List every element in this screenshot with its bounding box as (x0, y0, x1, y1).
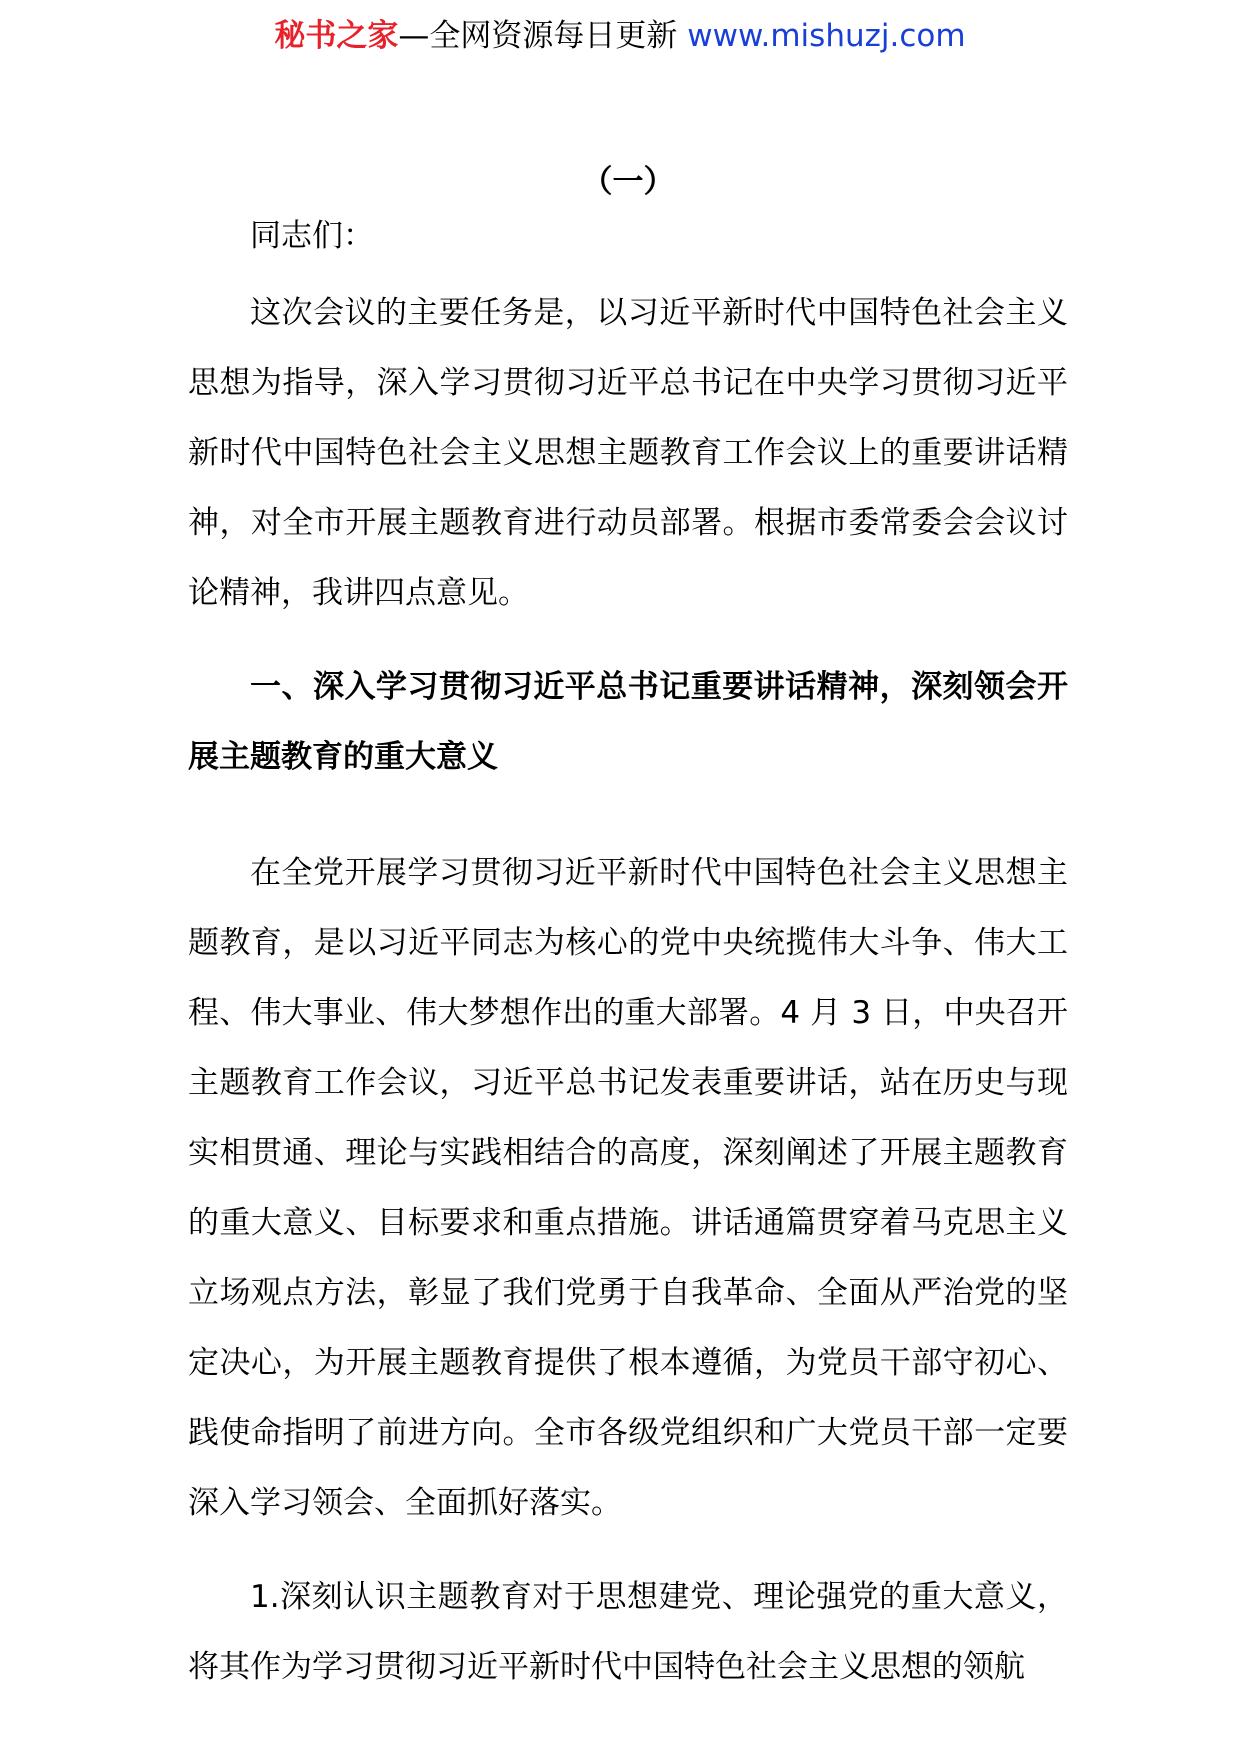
paragraph-point-1: 1.深刻认识主题教育对于思想建党、理论强党的重大意义，将其作为学习贯彻习近平新时代中国特色社会主义思想的领航 (188, 1579, 1068, 1685)
section-mark: （一） (581, 164, 675, 200)
site-url-link[interactable]: www.mishuzj.com (687, 18, 966, 54)
site-header (0, 14, 1240, 58)
brand-name: 秘书之家 (274, 18, 399, 54)
section-heading-1: 一、深入学习贯彻习近平总书记重要讲话精神，深刻领会开展主题教育的重大意义 (188, 669, 1068, 775)
salutation: 同志们： (250, 218, 374, 254)
header-slogan: —全网资源每日更新 (398, 18, 688, 54)
document-body (188, 158, 1068, 1702)
paragraph-body: 在全党开展学习贯彻习近平新时代中国特色社会主义思想主题教育，是以习近平同志为核心的党中央统揽伟大斗争、伟大工程、伟大事业、伟大梦想作出的重大部署。4 月 3 日，中央召开主题教育工作会议，习近平总书记发表重要讲话，站在历史与现实相贯通、理论与实践相结合的高度，深刻阐述了开展主题教育的重大意义、目标要求和重点措施。讲话通篇贯穿着马克思主义立场观点方法，彰显了我们党勇于自我革命、全面从严治党的坚定决心，为开展主题教育提供了根本遵循，为党员干部守初心、践使命指明了前进方向。全市各级党组织和广大党员干部一定要深入学习领会、全面抓好落实。 (188, 855, 1068, 1521)
paragraph-intro: 这次会议的主要任务是，以习近平新时代中国特色社会主义思想为指导，深入学习贯彻习近平总书记在中央学习贯彻习近平新时代中国特色社会主义思想主题教育工作会议上的重要讲话精神，对全市开展主题教育进行动员部署。根据市委常委会会议讨论精神，我讲四点意见。 (188, 295, 1068, 611)
